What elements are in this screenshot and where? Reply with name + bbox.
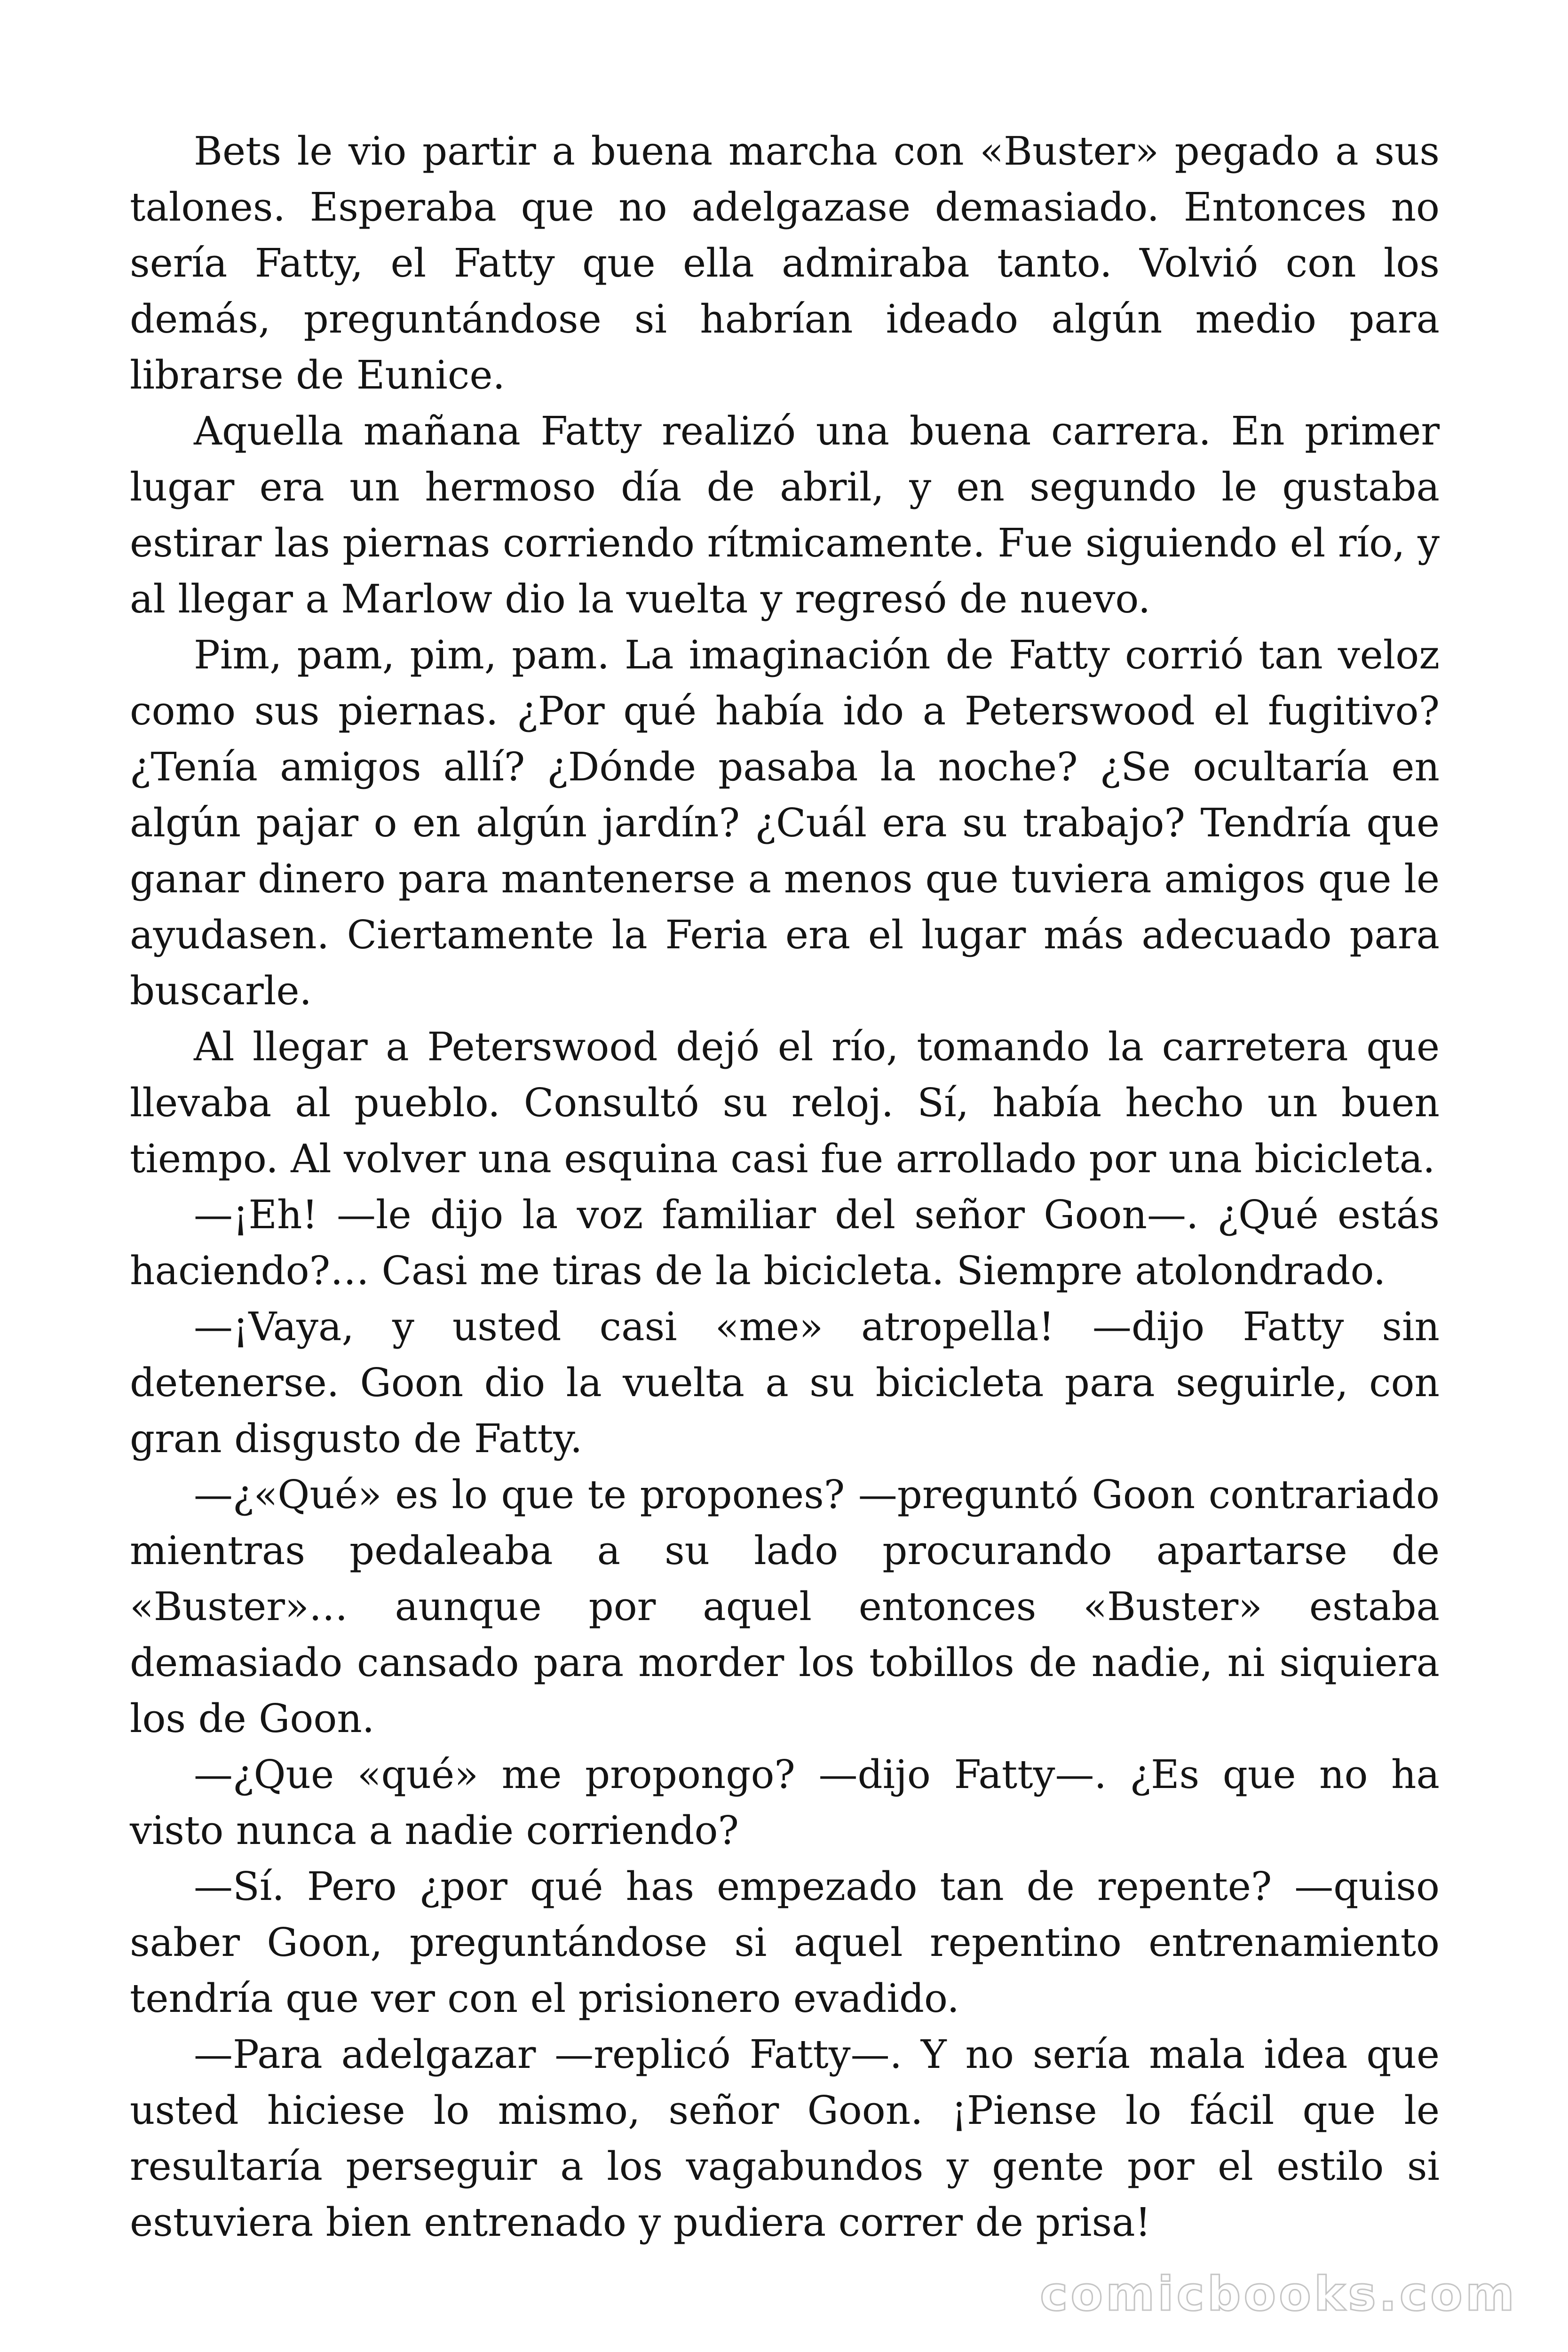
paragraph: —Sí. Pero ¿por qué has empezado tan de repente? —quiso saber Goon, preguntándose si aquel repentino entrenamiento tendría que ver con el prisionero evadido. (130, 1864, 1440, 2021)
paragraph: Aquella mañana Fatty realizó una buena carrera. En primer lugar era un hermoso día de abril, y en segundo le gustaba estirar las piernas corriendo rítmicamente. Fue siguiendo el río, y al llegar a Marlow dio la vuelta y regresó de nuevo. (130, 408, 1440, 622)
paragraph: Pim, pam, pim, pam. La imaginación de Fatty corrió tan veloz como sus piernas. ¿Por qué había ido a Peterswood el fugitivo? ¿Tenía amigos allí? ¿Dónde pasaba la noche? ¿Se ocultaría en algún pajar o en algún jardín? ¿Cuál era su trabajo? Tendría que ganar dinero para mantenerse a menos que tuviera amigos que le ayudasen. Ciertamente la Feria era el lugar más adecuado para buscarle. (130, 632, 1440, 1014)
paragraph: —¿Que «qué» me propongo? —dijo Fatty—. ¿Es que no ha visto nunca a nadie corriendo? (130, 1752, 1440, 1853)
paragraph: —Para adelgazar —replicó Fatty—. Y no sería mala idea que usted hiciese lo mismo, señor Goon. ¡Piense lo fácil que le resultaría perseguir a los vagabundos y gente por el estilo si estuviera bien entrenado y pudiera correr de prisa! (130, 2032, 1440, 2245)
page-body (130, 123, 1440, 2250)
paragraph: —¿«Qué» es lo que te propones? —preguntó Goon contrariado mientras pedaleaba a su lado procurando apartarse de «Buster»… aunque por aquel entonces «Buster» estaba demasiado cansado para morder los tobillos de nadie, ni siquiera los de Goon. (130, 1472, 1440, 1741)
paragraph: —¡Eh! —le dijo la voz familiar del señor Goon—. ¿Qué estás haciendo?… Casi me tiras de la bicicleta. Siempre atolondrado. (130, 1192, 1440, 1294)
paragraph: Bets le vio partir a buena marcha con «Buster» pegado a sus talones. Esperaba que no adelgazase demasiado. Entonces no sería Fatty, el Fatty que ella admiraba tanto. Volvió con los demás, preguntándose si habrían ideado algún medio para librarse de Eunice. (130, 128, 1440, 398)
paragraph: Al llegar a Peterswood dejó el río, tomando la carretera que llevaba al pueblo. Consultó su reloj. Sí, había hecho un buen tiempo. Al volver una esquina casi fue arrollado por una bicicleta. (130, 1024, 1440, 1182)
watermark: comicbooks.com (1040, 2266, 1517, 2321)
paragraph: —¡Vaya, y usted casi «me» atropella! —dijo Fatty sin detenerse. Goon dio la vuelta a su bicicleta para seguirle, con gran disgusto de Fatty. (130, 1304, 1440, 1462)
